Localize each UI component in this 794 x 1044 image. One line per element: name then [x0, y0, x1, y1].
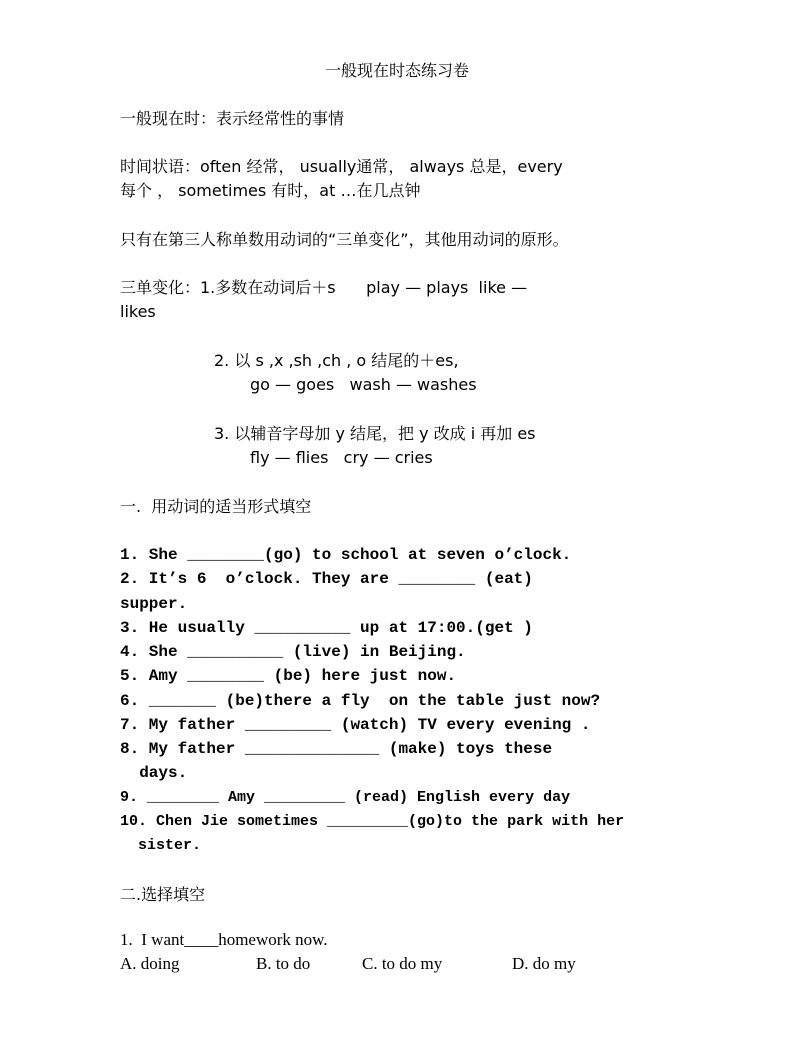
question-1: 1. I want____homework now.	[120, 930, 328, 949]
change-1-line-1: 三单变化：1.多数在动词后＋s play — plays like —	[120, 278, 528, 297]
change-1-line-2: likes	[120, 302, 156, 321]
change-3-line-2: fly — flies cry — cries	[250, 448, 433, 467]
exercise-line: sister.	[120, 837, 202, 854]
exercise-line: 6. _______ (be)there a fly on the table just now?	[120, 692, 601, 710]
question-1-option-d: D. do my	[512, 954, 576, 973]
page-title: 一般现在时态练习卷	[324, 61, 469, 80]
exercise-line: days.	[120, 764, 188, 782]
exercise-line: 7. My father _________ (watch) TV every evening .	[120, 716, 591, 734]
exercise-line: 2. It’s 6 o’clock. They are ________ (eat)	[120, 570, 533, 588]
definition-line: 一般现在时：表示经常性的事情	[120, 109, 345, 128]
exercise-line: 1. She ________(go) to school at seven o’clock.	[120, 546, 572, 564]
question-1-option-a: A. doing	[120, 954, 180, 973]
exercise-line: 5. Amy ________ (be) here just now.	[120, 667, 457, 685]
change-3-line-1: 3. 以辅音字母加 y 结尾，把 y 改成 i 再加 es	[214, 424, 536, 443]
section-2-heading: 二.选择填空	[120, 885, 206, 904]
question-1-option-c: C. to do my	[362, 954, 443, 973]
exercise-line: 4. She __________ (live) in Beijing.	[120, 643, 466, 661]
exercise-line: 10. Chen Jie sometimes _________(go)to the park with her	[120, 813, 625, 830]
exercise-line: 9. ________ Amy _________ (read) English every day	[120, 789, 571, 806]
time-adverbs-line-1	[120, 156, 563, 178]
time-adverbs-text-1: 时间状语：often 经常， usually通常， always 总是，every	[120, 157, 563, 176]
exercise-line: 3. He usually __________ up at 17:00.(get )	[120, 619, 533, 637]
question-1-option-b: B. to do	[256, 954, 311, 973]
section-1-heading: 一. 用动词的适当形式填空	[120, 497, 312, 516]
time-adverbs-line-2: 每个 ， sometimes 有时，at …在几点钟	[120, 181, 421, 200]
exercise-line: 8. My father ______________ (make) toys these	[120, 740, 553, 758]
rule-line: 只有在第三人称单数用动词的“三单变化”，其他用动词的原形。	[120, 230, 569, 249]
exercise-line: supper.	[120, 595, 188, 613]
change-2-line-2: go — goes wash — washes	[250, 375, 477, 394]
change-2-line-1: 2. 以 s ,x ,sh ,ch , o 结尾的＋es,	[214, 351, 459, 370]
